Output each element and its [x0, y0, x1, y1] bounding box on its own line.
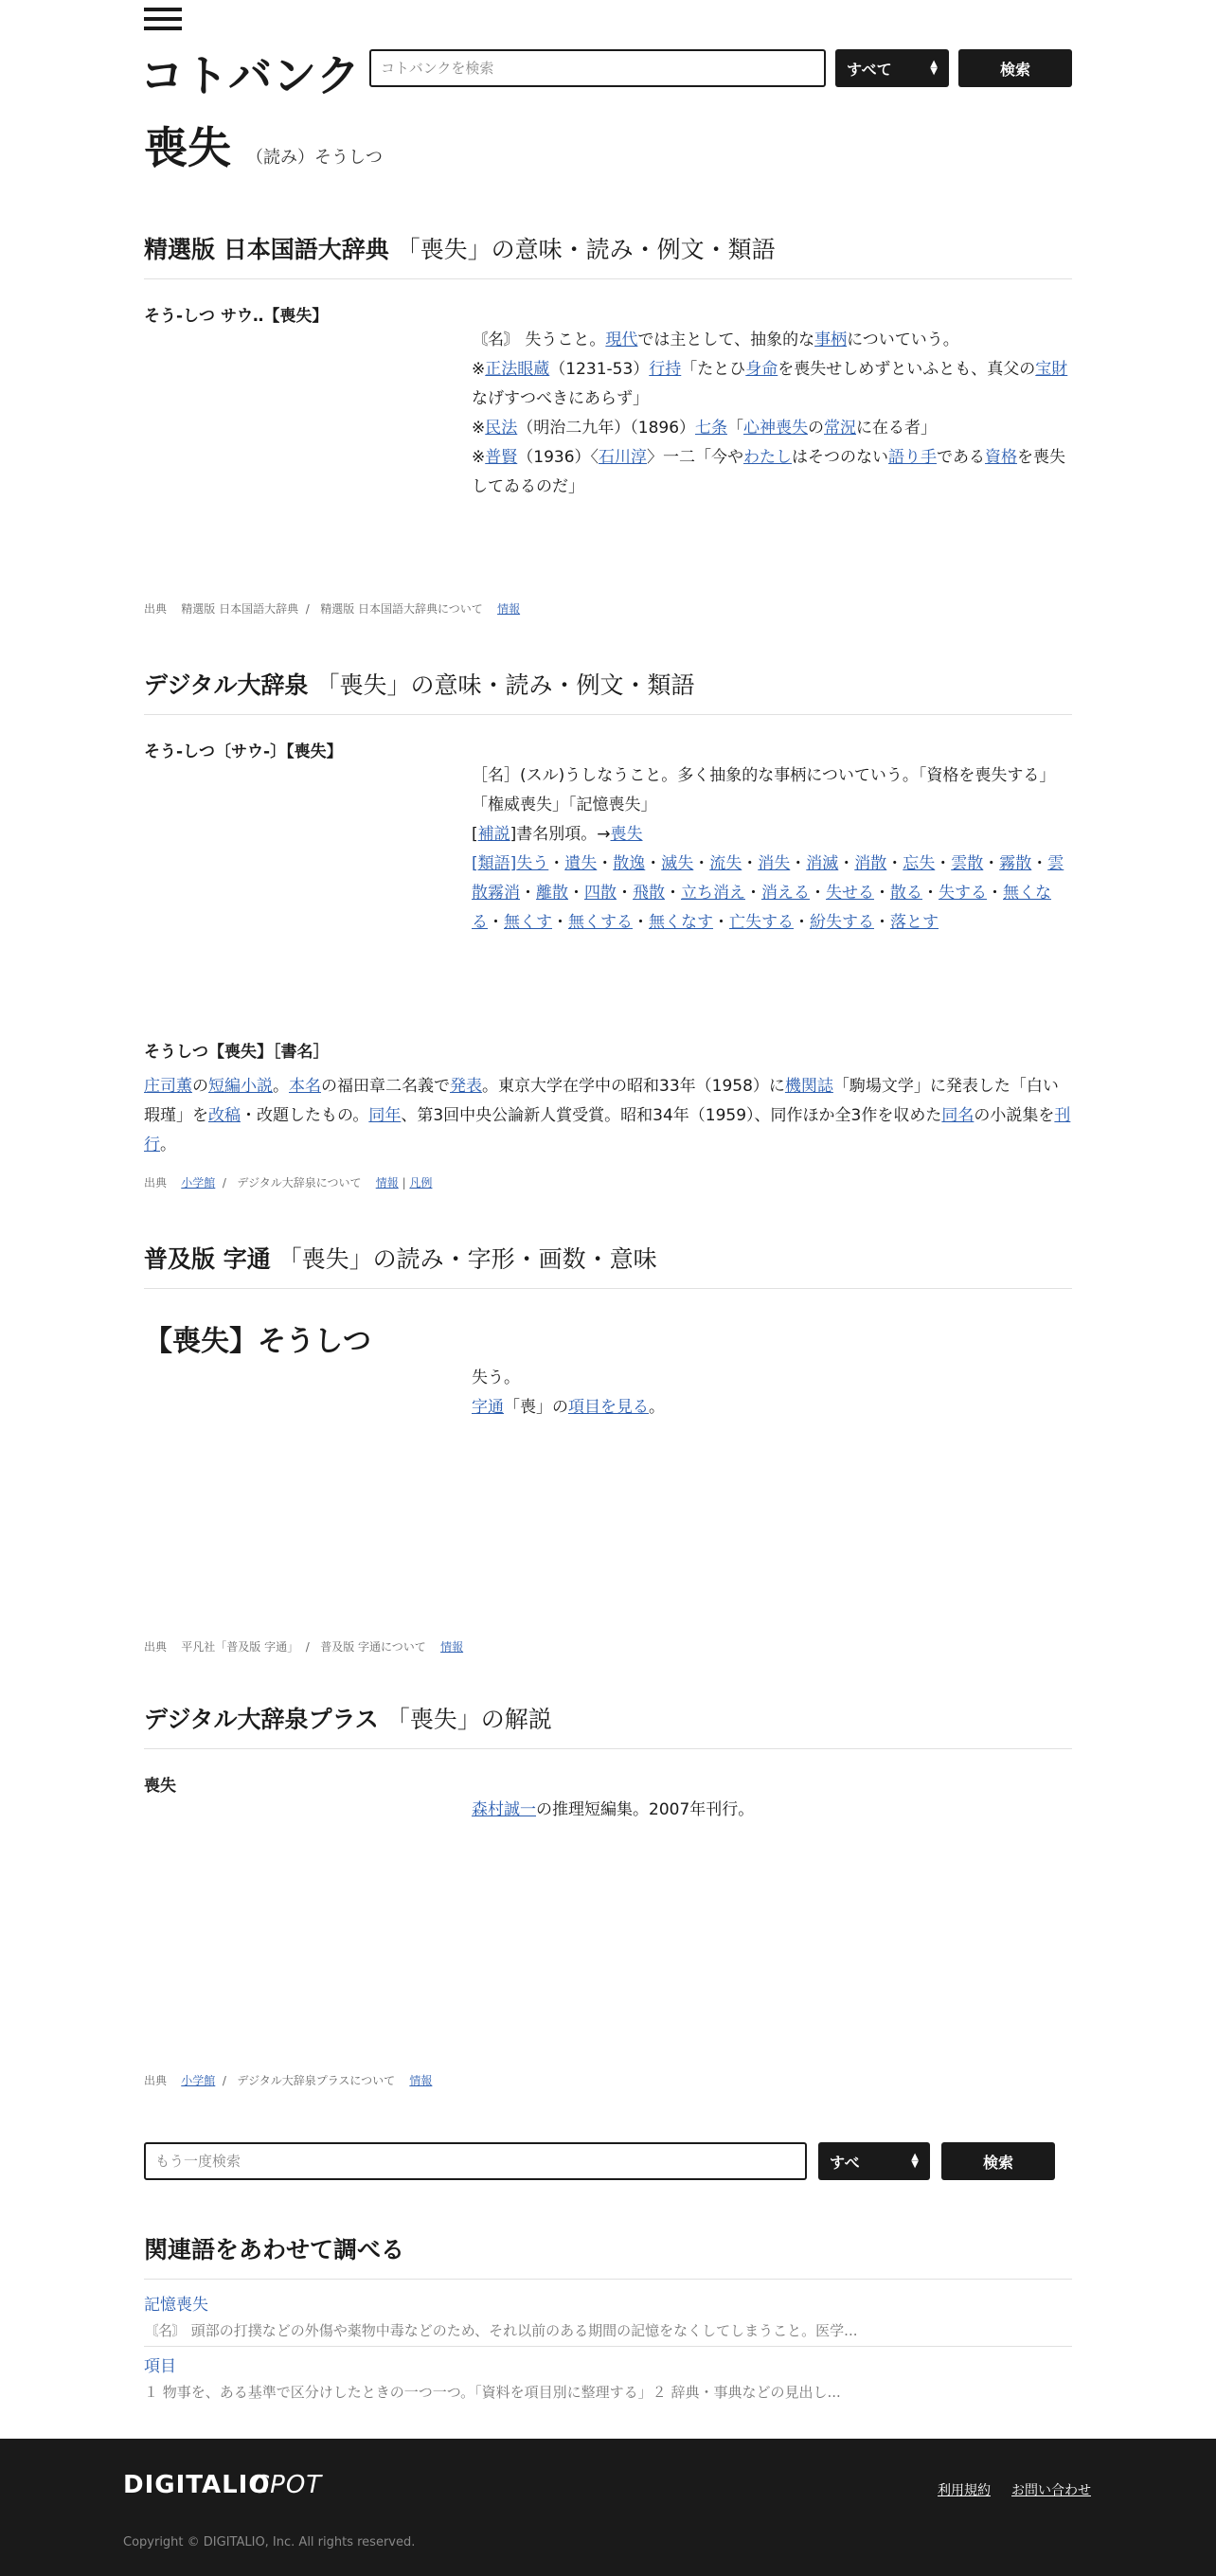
entry-heading: そう‐しつ〔サウ‐〕【喪失】 [144, 742, 343, 761]
entry-body [472, 761, 1072, 938]
section-nikkoku [144, 231, 1072, 616]
page-title: 喪失 [144, 122, 231, 173]
source-label: 出典 [144, 602, 168, 616]
link-tanpen[interactable]: 短編小説 [208, 1077, 273, 1096]
source-label: 出典 [144, 2074, 168, 2087]
related-section [144, 2231, 1072, 2407]
source-publisher-link[interactable]: 小学館 [181, 2074, 216, 2087]
example-line: ※民法（明治二九年）（1896）七条「心神喪失の常況に在る者」 [472, 419, 938, 438]
link-kanko[interactable]: 刊行 [144, 1106, 1071, 1154]
synonym-link[interactable]: 消失 [758, 854, 791, 873]
synonym-link[interactable]: 失せる [826, 884, 874, 903]
example-line: ※正法眼蔵（1231‐53）行持「たとひ身命を喪失せしめずといふとも、真父の宝財なげすつべきにあらず」 [472, 360, 1068, 408]
link-domei[interactable]: 同名 [941, 1106, 975, 1125]
search-bar [369, 49, 1072, 87]
section-daijisen-plus [144, 1701, 1072, 2087]
link-jitsu[interactable]: 字通 [472, 1398, 504, 1417]
link-shinmyo[interactable]: 身命 [745, 360, 778, 379]
link-kaiko[interactable]: 改稿 [208, 1106, 241, 1125]
synonyms [472, 850, 1072, 938]
source-info-link[interactable]: 情報 [409, 2074, 433, 2087]
link-shobogenzo[interactable]: 正法眼蔵 [485, 360, 550, 379]
dictionary-name: 普及版 字通 [144, 1245, 271, 1273]
synonym-link[interactable]: 無くなる [472, 884, 1051, 932]
link-gyoji[interactable]: 行持 [649, 360, 682, 379]
source-name: 平凡社「普及版 字通」 [181, 1640, 299, 1654]
link-fugen[interactable]: 普賢 [485, 448, 518, 467]
related-item[interactable] [144, 2347, 1072, 2407]
select-arrows-icon: ▲ ▼ [930, 59, 938, 77]
select-arrows-icon: ▲ ▼ [911, 2152, 919, 2170]
related-desc: 〘名〙 頭部の打撲などの外傷や薬物中毒などのため、それ以前のある期間の記憶をなくしてしまうこと。医学... [144, 2322, 858, 2339]
entry-heading-book: そうしつ【喪失】［書名］ [144, 1043, 330, 1062]
search-input[interactable] [369, 49, 826, 87]
link-soshitsu-book[interactable]: 喪失 [610, 825, 643, 844]
synonym-link[interactable]: 飛散 [633, 884, 665, 903]
copyright: Copyright © DIGITALIO, Inc. All rights reserved. [123, 2535, 416, 2549]
source-legend-link[interactable]: 凡例 [409, 1176, 433, 1190]
synonym-link[interactable]: 雲散 [951, 854, 984, 873]
section-title-suffix: 「喪失」の意味・読み・例文・類語 [396, 236, 776, 263]
headword [144, 114, 383, 176]
entry-heading: 【喪失】そうしつ [144, 1325, 371, 1358]
link-watashi[interactable]: わたし [743, 448, 793, 467]
link-gendai[interactable]: 現代 [605, 331, 638, 349]
source-name: 精選版 日本国語大辞典 [181, 602, 299, 616]
link-katarite[interactable]: 語り手 [888, 448, 938, 467]
entry-heading: そう‐しつ サウ‥【喪失】 [144, 307, 329, 326]
section-title [144, 1241, 1072, 1289]
section-title [144, 667, 1072, 715]
section-title-suffix: 「喪失」の読み・字形・画数・意味 [277, 1245, 657, 1273]
synonym-link[interactable]: 失う [516, 854, 549, 873]
related-desc: １ 物事を、ある基準で区分けしたときの一つ一つ。「資料を項目別に整理する」２ 辞典・事典などの見出し... [144, 2384, 841, 2401]
scope-select[interactable] [835, 49, 949, 87]
related-item[interactable] [144, 2285, 1072, 2347]
synonym-link[interactable]: 雲散霧消 [472, 854, 1064, 903]
scope-value: すべ [830, 2153, 860, 2172]
entry-body [472, 1796, 1072, 1825]
contact-link[interactable]: お問い合わせ [1011, 2483, 1091, 2498]
section-jitsu [144, 1241, 1072, 1654]
source-info-link[interactable]: 情報 [497, 602, 521, 616]
link-shinshin-soshitsu[interactable]: 心神喪失 [743, 419, 809, 438]
synonym-link[interactable]: 消える [761, 884, 810, 903]
terms-link[interactable]: 利用規約 [938, 2483, 991, 2498]
headword-reading: （読み）そうしつ [246, 148, 383, 168]
synonym-link[interactable]: 無くなす [649, 913, 713, 932]
synonym-link[interactable]: 忘失 [903, 854, 936, 873]
synonym-link[interactable]: 消散 [854, 854, 887, 873]
synonym-link[interactable]: 失する [939, 884, 987, 903]
related-term[interactable]: 記憶喪失 [144, 2296, 208, 2315]
related-term[interactable]: 項目 [144, 2357, 176, 2376]
link-shikaku[interactable]: 資格 [985, 448, 1018, 467]
link-ruigo[interactable]: [類語] [472, 854, 517, 873]
book-description: 庄司薫の短編小説。本名の福田章二名義で発表。東京大学在学中の昭和33年（1958）に機関誌「駒場文学」に発表した「白い瑕瑾」を改稿・改題したもの。同年、第3回中央公論新人賞受賞。昭和34年（1959）、同作ほか全3作を収めた同名の小説集を刊行。 [144, 1077, 1071, 1154]
source-publisher-link[interactable]: 小学館 [181, 1176, 216, 1190]
synonym-link[interactable]: 紛失する [810, 913, 874, 932]
dictionary-name: 精選版 日本国語大辞典 [144, 236, 389, 263]
link-shichijo[interactable]: 七条 [695, 419, 728, 438]
link-morimura[interactable]: 森村誠一 [472, 1800, 536, 1819]
link-ishikawa-jun[interactable]: 石川淳 [599, 448, 648, 467]
definition-line: 森村誠一の推理短編集。2007年刊行。 [472, 1800, 755, 1819]
search-button[interactable]: 検索 [958, 49, 1072, 87]
source-line: 出典 平凡社「普及版 字通」 / 普及版 字通について 情報 [144, 1640, 464, 1654]
source-line: 出典 小学館 / デジタル大辞泉について 情報 | 凡例 [144, 1176, 433, 1190]
synonym-link[interactable]: 散逸 [613, 854, 646, 873]
source-label: 出典 [144, 1640, 168, 1654]
related-title: 関連語をあわせて調べる [144, 2231, 1072, 2280]
source-about: 普及版 字通について [320, 1640, 426, 1654]
synonym-link[interactable]: 無くす [504, 913, 552, 932]
source-line: 出典 精選版 日本国語大辞典 / 精選版 日本国語大辞典について 情報 [144, 602, 521, 616]
synonym-list: 失う・遺失・散逸・滅失・流失・消失・消滅・消散・忘失・雲散・霧散・雲散霧消・離散・四散・飛散・立ち消え・消える・失せる・散る・失する・無くなる・無くす・無くする・無くなす・亡失する・紛失する・落とす [472, 854, 1064, 932]
link-view-item[interactable]: 項目を見る [568, 1398, 649, 1417]
dictionary-name: デジタル大辞泉プラス [144, 1706, 379, 1733]
link-shoji-kaoru[interactable]: 庄司薫 [144, 1077, 192, 1096]
section-title [144, 1701, 1072, 1749]
dictionary-name: デジタル大辞泉 [144, 671, 309, 699]
definition-line: 〘名〙 失うこと。現代では主として、抽象的な事柄についていう。 [472, 331, 959, 349]
source-about: デジタル大辞泉プラスについて [237, 2074, 396, 2087]
synonym-link[interactable]: 落とす [890, 913, 939, 932]
source-about: デジタル大辞泉について [237, 1176, 362, 1190]
link-hosetsu[interactable]: 補説 [477, 825, 510, 844]
section-daijisen [144, 667, 1072, 1190]
section-title [144, 231, 1072, 279]
link-honmyo[interactable]: 本名 [289, 1077, 321, 1096]
link-donen[interactable]: 同年 [368, 1106, 402, 1125]
synonym-link[interactable]: 亡失する [729, 913, 794, 932]
section-title-suffix: 「喪失」の解説 [385, 1706, 552, 1733]
link-hozai[interactable]: 宝財 [1035, 360, 1068, 379]
digitalio-logo[interactable]: DIGITALIO [123, 2471, 271, 2499]
synonym-link[interactable]: 四散 [584, 884, 617, 903]
synonym-link[interactable]: 離散 [536, 884, 568, 903]
synonym-link[interactable]: 消滅 [806, 854, 839, 873]
cpot-logo[interactable]: CPOT [252, 2471, 323, 2499]
scope-value: すべて [847, 60, 892, 79]
source-label: 出典 [144, 1176, 168, 1190]
link-kotogara[interactable]: 事柄 [814, 331, 848, 349]
link-happyo[interactable]: 発表 [450, 1077, 482, 1096]
definition-line: ［名］(スル)うしなうこと。多く抽象的な事柄についていう。「資格を喪失する」「権威喪失」「記憶喪失」 [472, 766, 1056, 814]
synonym-link[interactable]: 滅失 [661, 854, 694, 873]
supplement-line: [補説]書名別項。→喪失 [472, 825, 643, 844]
reference-line: 字通「喪」の項目を見る。 [472, 1398, 665, 1417]
synonym-link[interactable]: 流失 [709, 854, 742, 873]
footer [0, 2439, 1216, 2576]
menu-icon[interactable] [144, 8, 182, 30]
entry-body [472, 1364, 1072, 1422]
source-info-link[interactable]: 情報 [440, 1640, 464, 1654]
section-title-suffix: 「喪失」の意味・読み・例文・類語 [315, 671, 695, 699]
bottom-search-input[interactable] [144, 2142, 807, 2180]
example-line: ※普賢（1936）〈石川淳〉一二「今やわたしはそつのない語り手である資格を喪失してゐるのだ」 [472, 448, 1066, 496]
source-about: 精選版 日本国語大辞典について [320, 602, 483, 616]
synonym-link[interactable]: 霧散 [999, 854, 1032, 873]
source-info-link[interactable]: 情報 [375, 1176, 399, 1190]
link-kikanshi[interactable]: 機関誌 [784, 1077, 833, 1096]
link-jokyo[interactable]: 常況 [824, 419, 857, 438]
link-minpo[interactable]: 民法 [485, 419, 518, 438]
bottom-search-button[interactable]: 検索 [941, 2142, 1055, 2180]
site-logo[interactable]: コトバンク [140, 50, 362, 101]
entry-body [472, 326, 1072, 502]
footer-links [938, 2480, 1091, 2499]
synonym-link[interactable]: 無くする [568, 913, 633, 932]
bottom-scope-select[interactable] [818, 2142, 930, 2180]
synonym-link[interactable]: 立ち消え [681, 884, 745, 903]
definition-line: 失う。 [472, 1368, 520, 1387]
synonym-link[interactable]: 散る [890, 884, 922, 903]
source-line: 出典 小学館 / デジタル大辞泉プラスについて 情報 [144, 2074, 433, 2087]
bottom-search-bar [144, 2142, 1055, 2180]
entry-heading: 喪失 [144, 1777, 176, 1796]
synonym-link[interactable]: 遺失 [564, 854, 598, 873]
